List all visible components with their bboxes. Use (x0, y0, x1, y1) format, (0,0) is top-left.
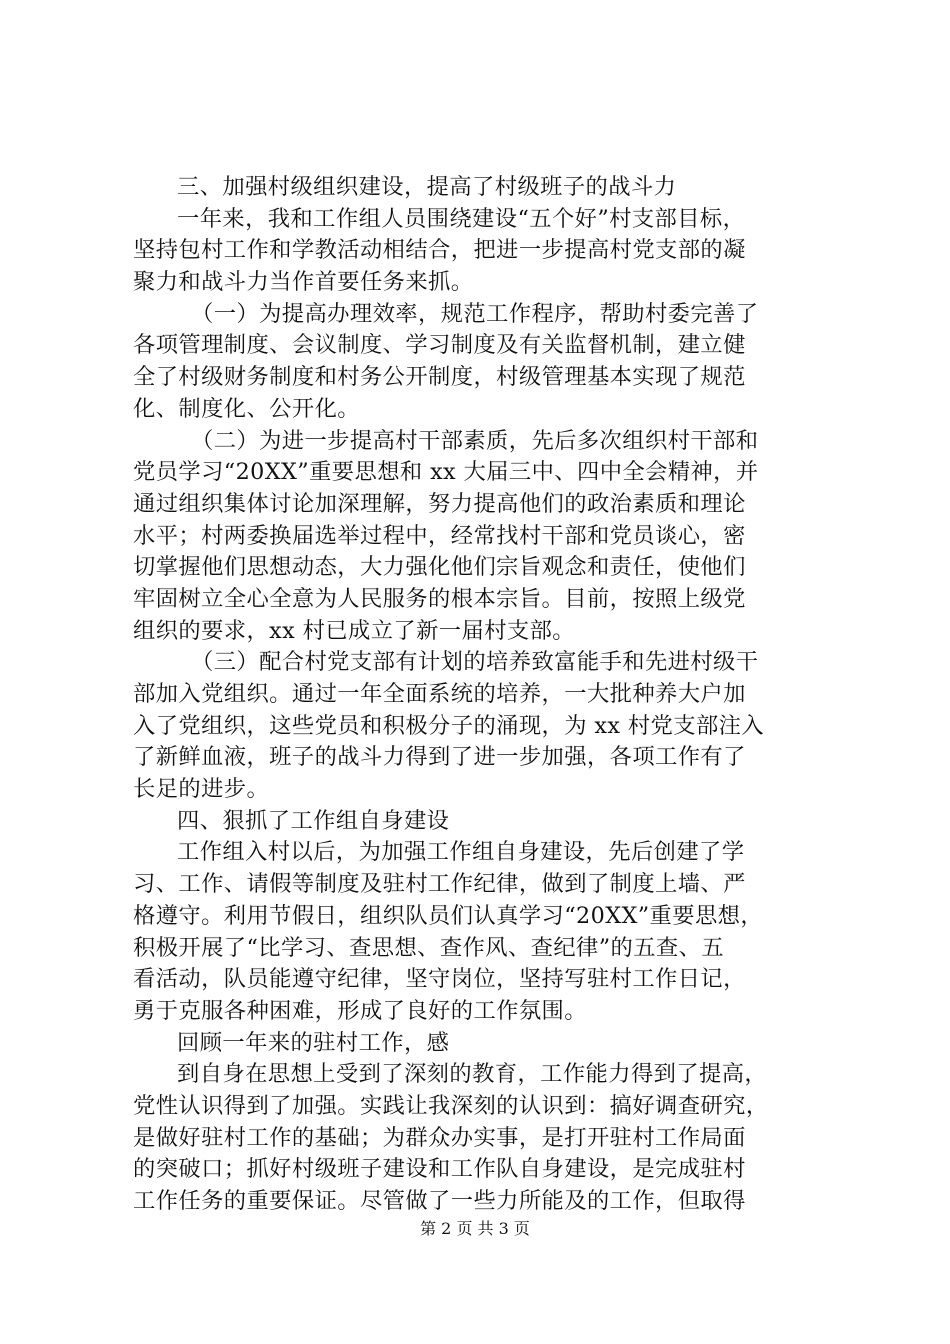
page-footer: 第 2 页 共 3 页 (420, 1219, 530, 1238)
text-line: 水平；村两委换届选举过程中，经常找村干部和党员谈心，密 (133, 522, 746, 549)
text-line: 是做好驻村工作的基础；为群众办实事，是打开驻村工作局面 (133, 1124, 746, 1151)
text-line: 通过组织集体讨论加深理解，努力提高他们的政治素质和理论 (133, 490, 746, 517)
text-line: 坚持包村工作和学教活动相结合，把进一步提高村党支部的凝 (133, 237, 746, 264)
text-line: 勇于克服各种困难，形成了良好的工作氛围。 (133, 997, 587, 1024)
text-line: 习、工作、请假等制度及驻村工作纪律，做到了制度上墙、严 (133, 871, 746, 898)
text-line: 党员学习“20XX”重要思想和 xx 大届三中、四中全会精神，并 (133, 459, 759, 486)
text-line: 组织的要求，xx 村已成立了新一届村支部。 (133, 617, 575, 644)
text-line: 四、狠抓了工作组自身建设 (177, 807, 450, 834)
text-line: 长足的进步。 (133, 776, 270, 803)
text-line: 聚力和战斗力当作首要任务来抓。 (133, 269, 474, 296)
text-line: 化、制度化、公开化。 (133, 395, 360, 422)
text-line: 部加入党组织。通过一年全面系统的培养，一大批种养大户加 (133, 681, 746, 707)
text-line: 三、加强村级组织建设，提高了村级班子的战斗力 (177, 174, 677, 200)
text-line: 牢固树立全心全意为人民服务的根本宗旨。目前，按照上级党 (133, 585, 746, 612)
text-line: （三）配合村党支部有计划的培养致富能手和先进村级干 (191, 649, 759, 676)
text-line: 积极开展了“比学习、查思想、查作风、查纪律”的五查、五 (133, 934, 725, 961)
text-line: 的突破口；抓好村级班子建设和工作队自身建设，是完成驻村 (133, 1156, 746, 1183)
document-body (133, 172, 833, 1218)
text-line: 格遵守。利用节假日，组织队员们认真学习“20XX”重要思想， (133, 902, 764, 929)
text-line: 了新鲜血液，班子的战斗力得到了进一步加强，各项工作有了 (133, 744, 746, 771)
text-line: 一年来，我和工作组人员围绕建设“五个好”村支部目标， (177, 205, 746, 232)
text-line: 全了村级财务制度和村务公开制度，村级管理基本实现了规范 (133, 364, 746, 391)
text-line: 工作任务的重要保证。尽管做了一些力所能及的工作，但取得 (133, 1188, 746, 1214)
text-line: （一）为提高办理效率，规范工作程序，帮助村委完善了 (191, 300, 759, 327)
text-line: 看活动，队员能遵守纪律，坚守岗位，坚持写驻村工作日记， (133, 966, 746, 993)
text-line: 工作组入村以后，为加强工作组自身建设，先后创建了学 (177, 839, 745, 866)
text-line: 入了党组织，这些党员和积极分子的涌现，为 xx 村党支部注入 (133, 712, 765, 739)
text-line: 回顾一年来的驻村工作，感 (177, 1029, 450, 1056)
text-line: 党性认识得到了加强。实践让我深刻的认识到：搞好调查研究， (133, 1092, 769, 1119)
text-line: 各项管理制度、会议制度、学习制度及有关监督机制，建立健 (133, 332, 746, 359)
text-line: （二）为进一步提高村干部素质，先后多次组织村干部和 (191, 427, 759, 454)
text-line: 切掌握他们思想动态，大力强化他们宗旨观念和责任，使他们 (133, 554, 746, 581)
text-line: 到自身在思想上受到了深刻的教育，工作能力得到了提高， (177, 1061, 768, 1088)
